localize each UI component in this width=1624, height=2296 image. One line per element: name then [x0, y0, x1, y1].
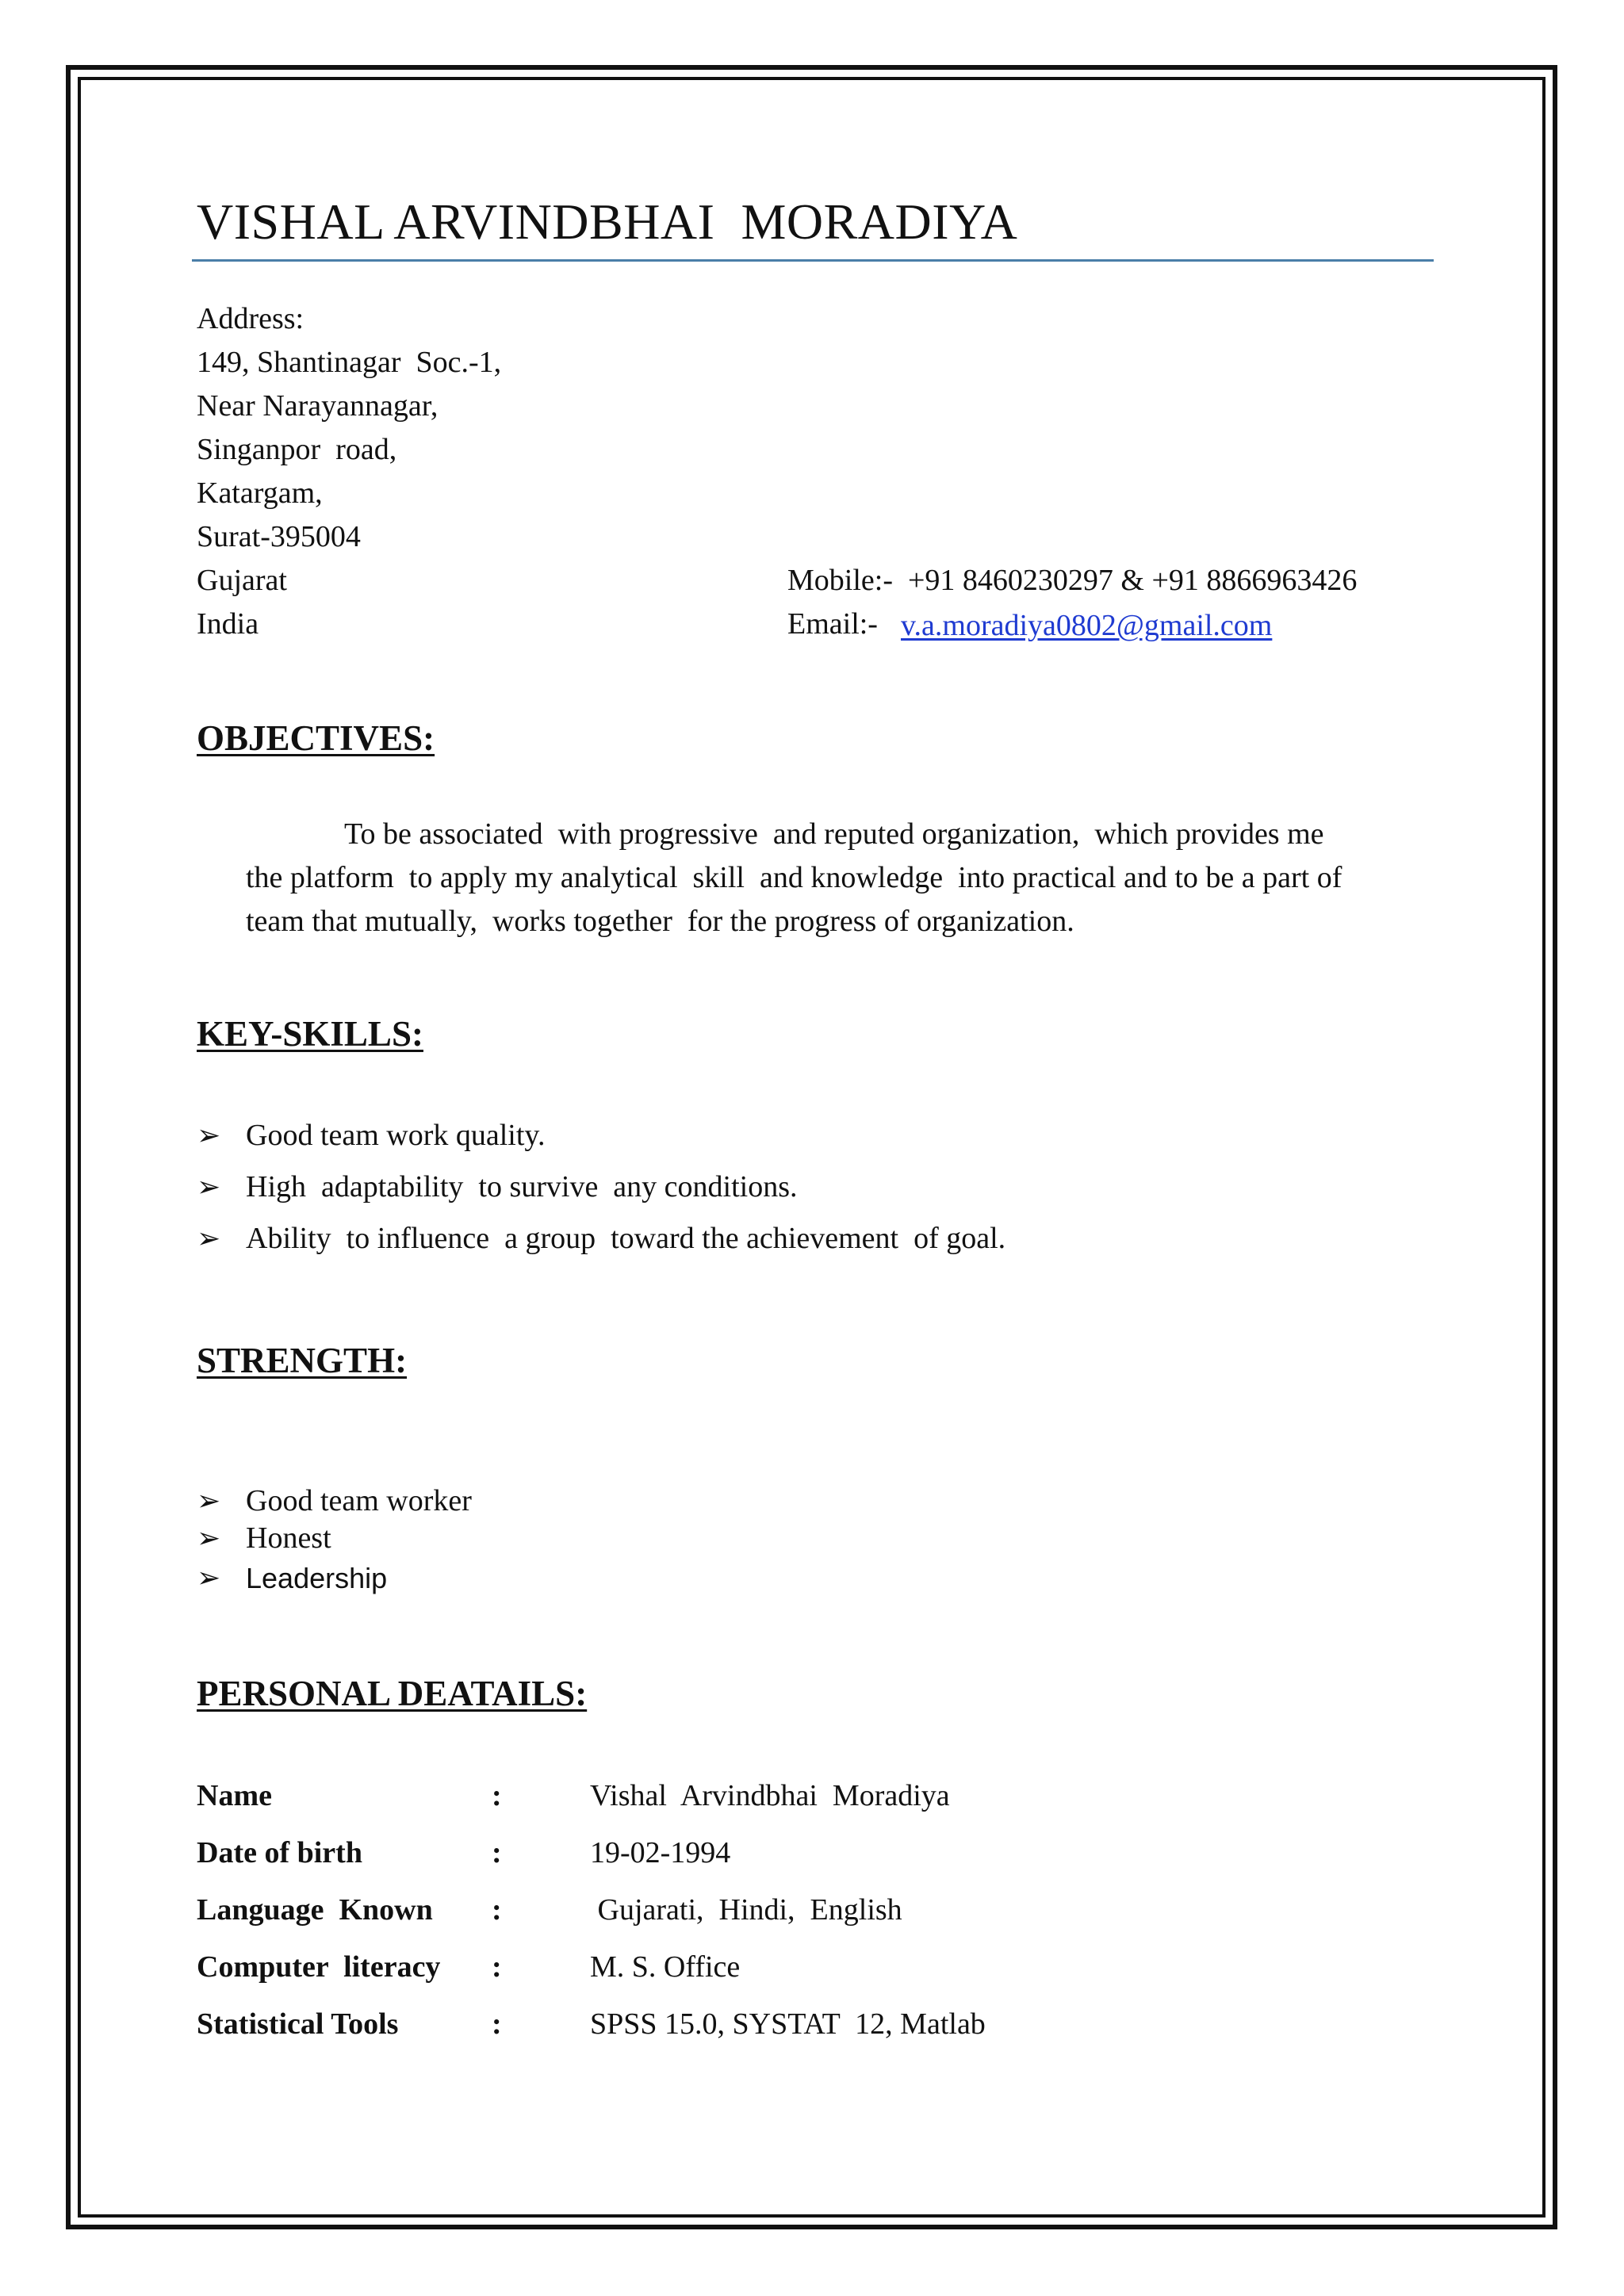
strength-heading: STRENGTH:	[197, 1341, 408, 1380]
detail-separator: :	[492, 2007, 502, 2041]
key-skill-item: High adaptability to survive any conditions.	[246, 1170, 798, 1203]
mobile-label: Mobile:-	[787, 564, 893, 597]
arrow-bullet-icon: ➢	[197, 1562, 221, 1594]
objectives-line-1: To be associated with progressive and reputed organization, which provides me	[344, 817, 1324, 851]
strength-item: Good team worker	[246, 1484, 472, 1517]
address-label: Address:	[197, 302, 304, 335]
arrow-bullet-icon: ➢	[197, 1223, 221, 1255]
detail-value-computer: M. S. Office	[590, 1950, 741, 1984]
address-line-4: Katargam,	[197, 476, 323, 510]
key-skills-heading: KEY-SKILLS:	[197, 1014, 423, 1054]
mobile-value: +91 8460230297 & +91 8866963426	[908, 564, 1358, 597]
detail-separator: :	[492, 1836, 502, 1869]
arrow-bullet-icon: ➢	[197, 1171, 221, 1203]
personal-details-heading: PERSONAL DEATAILS:	[197, 1674, 588, 1713]
email-label: Email:-	[787, 607, 878, 641]
email-link[interactable]: v.a.moradiya0802@gmail.com	[901, 609, 1273, 642]
address-line-5: Surat-395004	[197, 520, 361, 553]
detail-label-statistical: Statistical Tools	[197, 2007, 399, 2041]
address-line-1: 149, Shantinagar Soc.-1,	[197, 346, 502, 379]
detail-label-dob: Date of birth	[197, 1836, 362, 1869]
resume-name-title: VISHAL ARVINDBHAI MORADIYA	[197, 193, 1018, 250]
arrow-bullet-icon: ➢	[197, 1522, 221, 1555]
detail-separator: :	[492, 1893, 502, 1927]
objectives-line-3: team that mutually, works together for the progress of organization.	[246, 905, 1074, 938]
address-line-7: India	[197, 607, 259, 641]
detail-value-statistical: SPSS 15.0, SYSTAT 12, Matlab	[590, 2007, 986, 2041]
detail-separator: :	[492, 1950, 502, 1984]
address-line-3: Singanpor road,	[197, 433, 397, 466]
detail-value-dob: 19-02-1994	[590, 1836, 731, 1869]
detail-label-language: Language Known	[197, 1893, 433, 1927]
title-divider	[192, 259, 1434, 262]
detail-label-computer: Computer literacy	[197, 1950, 441, 1984]
detail-value-language: Gujarati, Hindi, English	[590, 1893, 902, 1927]
objectives-line-2: the platform to apply my analytical skill and knowledge into practical and to be a part of	[246, 861, 1342, 894]
strength-item: Leadership	[246, 1562, 388, 1594]
strength-item: Honest	[246, 1521, 331, 1555]
key-skill-item: Good team work quality.	[246, 1119, 546, 1152]
address-line-6: Gujarat	[197, 564, 287, 597]
detail-label-name: Name	[197, 1779, 272, 1812]
detail-separator: :	[492, 1779, 502, 1812]
key-skill-item: Ability to influence a group toward the achievement of goal.	[246, 1222, 1006, 1255]
arrow-bullet-icon: ➢	[197, 1485, 221, 1517]
objectives-heading: OBJECTIVES:	[197, 718, 435, 758]
address-line-2: Near Narayannagar,	[197, 389, 439, 423]
arrow-bullet-icon: ➢	[197, 1119, 221, 1152]
detail-value-name: Vishal Arvindbhai Moradiya	[590, 1779, 950, 1812]
